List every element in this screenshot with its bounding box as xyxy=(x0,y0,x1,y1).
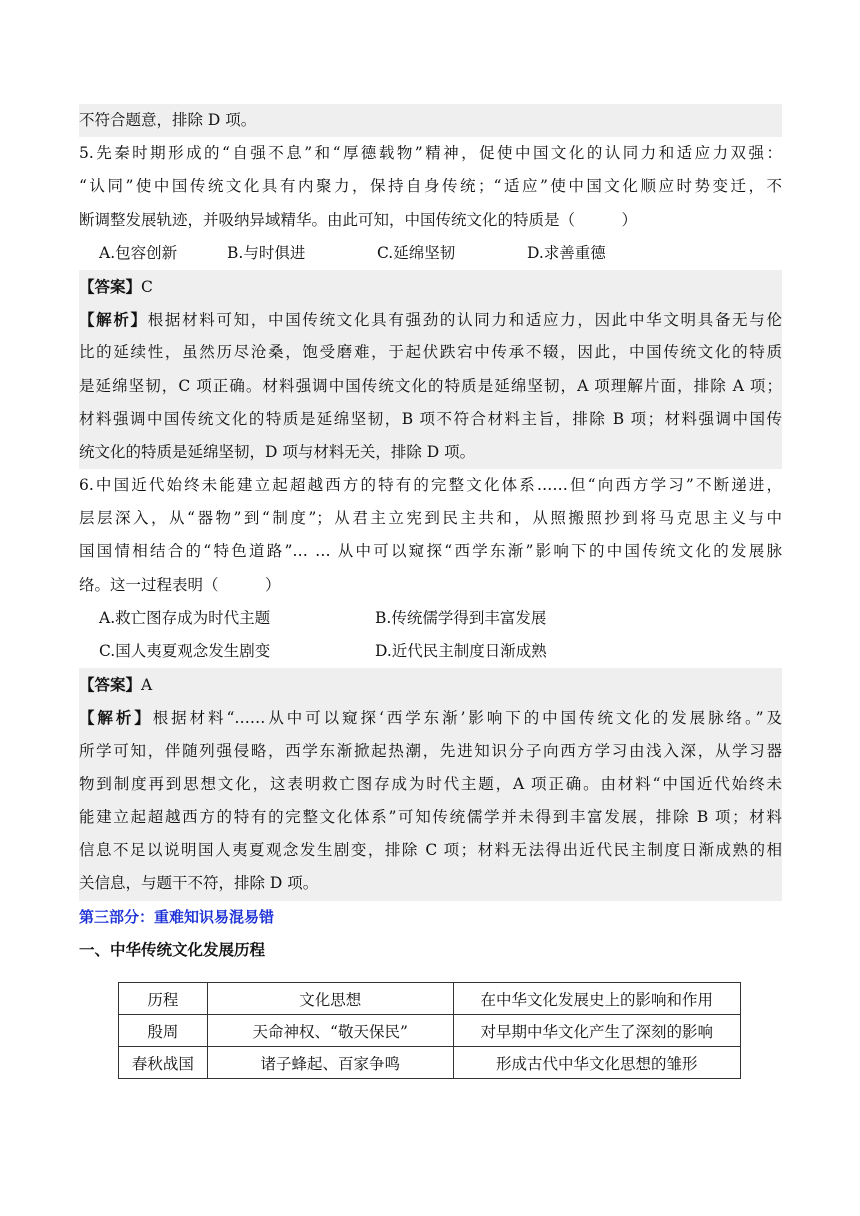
culture-history-table xyxy=(118,982,741,1079)
q5-analysis-line-3: 是延绵坚韧，C 项正确。材料强调中国传统文化的特质是延绵坚韧，A 项理解片面，排除 A 项； xyxy=(79,376,782,395)
q6-answer xyxy=(79,668,782,701)
table-header-cell: 文化思想 xyxy=(207,983,453,1015)
q6-analysis-line-3: 物到制度再到思想文化，这表明救亡图存成为时代主题，A 项正确。由材料“中国近代始终未 xyxy=(79,774,782,793)
table-cell: 对早期中华文化产生了深刻的影响 xyxy=(453,1015,740,1047)
q6-option-b: B.传统儒学得到丰富发展 xyxy=(375,608,547,627)
q5-option-d: D.求善重德 xyxy=(527,243,606,262)
table-cell: 春秋战国 xyxy=(119,1047,208,1079)
q6-options-row-2 xyxy=(79,635,782,668)
q6-option-d: D.近代民主制度日渐成熟 xyxy=(375,642,547,660)
q6-answer-value: A xyxy=(141,676,153,695)
table-header-cell: 历程 xyxy=(119,983,208,1015)
q6-option-c: C.国人夷夏观念发生剧变 xyxy=(99,642,271,660)
q5-stem-line-3: 断调整发展轨迹，并吸纳异域精华。由此可知，中国传统文化的特质是（ ） xyxy=(79,210,638,229)
q6-stem-line-2: 层层深入，从“器物”到“制度”；从君主立宪到民主共和，从照搬照抄到将马克思主义与中 xyxy=(79,509,782,528)
table-cell: 形成古代中华文化思想的雏形 xyxy=(453,1047,740,1079)
q6-analysis-line-4: 能建立起超越西方的特有的完整文化体系”可知传统儒学并未得到丰富发展，排除 B 项；材料 xyxy=(79,807,782,826)
q5-option-a: A.包容创新 xyxy=(99,243,178,262)
history-heading: 一、中华传统文化发展历程 xyxy=(79,940,266,959)
q5-stem-line-1: 5.先秦时期形成的“自强不息”和“厚德载物”精神，促使中国文化的认同力和适应力双强： xyxy=(79,144,782,163)
q6-option-a: A.救亡图存成为时代主题 xyxy=(99,608,271,627)
q6-stem-line-1: 6.中国近代始终未能建立起超越西方的特有的完整文化体系……但“向西方学习”不断递进， xyxy=(79,476,782,495)
table-cell: 殷周 xyxy=(119,1015,208,1047)
q6-answer-tag: 【答案】 xyxy=(79,675,142,695)
q5-analysis-line-2: 比的延续性，虽然历尽沧桑，饱受磨难，于起伏跌宕中传承不辍，因此，中国传统文化的特质 xyxy=(79,343,782,362)
q6-analysis-line-1 xyxy=(79,701,782,734)
q5-option-c: C.延绵坚韧 xyxy=(377,243,456,262)
q6-stem-line-3: 国国情相结合的“特色道路”… … 从中可以窥探“西学东渐”影响下的中国传统文化的发展脉 xyxy=(79,542,782,561)
q6-analysis xyxy=(79,701,782,900)
section-title: 第三部分：重难知识易混易错 xyxy=(79,907,275,926)
q6-options-row-1 xyxy=(79,602,782,635)
q5-option-b: B.与时俱进 xyxy=(227,243,306,262)
table-cell: 天命神权、“敬天保民” xyxy=(207,1015,453,1047)
table-row xyxy=(119,1047,741,1079)
table-header-cell: 在中华文化发展史上的影响和作用 xyxy=(453,983,740,1015)
q5-analysis-text-1: 根据材料可知，中国传统文化具有强劲的认同力和适应力，因此中华文明具备无与伦 xyxy=(147,311,782,330)
document-page xyxy=(79,104,782,967)
q6-analysis-line-5: 信息不足以说明国人夷夏观念发生剧变，排除 C 项；材料无法得出近代民主制度日渐成熟的相 xyxy=(79,841,782,860)
table-row xyxy=(119,1015,741,1047)
q6-stem-line-4: 络。这一过程表明（ ） xyxy=(79,575,281,594)
q6-analysis-tag: 【解析】 xyxy=(79,708,153,728)
q5-analysis-line-1 xyxy=(79,303,782,336)
q6-analysis-line-2: 所学可知，伴随列强侵略，西学东渐掀起热潮，先进知识分子向西方学习由浅入深，从学习器 xyxy=(79,741,782,760)
q5-answer-tag: 【答案】 xyxy=(79,276,142,296)
q5-stem-line-2: “认同”使中国传统文化具有内聚力，保持自身传统；“适应”使中国文化顺应时势变迁，不 xyxy=(79,177,782,196)
q6-analysis-line-6: 关信息，与题干不符，排除 D 项。 xyxy=(79,874,319,893)
prev-analysis-tail: 不符合题意，排除 D 项。 xyxy=(79,104,782,137)
q5-analysis-line-5: 统文化的特质是延绵坚韧，D 项与材料无关，排除 D 项。 xyxy=(79,442,476,461)
q5-analysis-line-4: 材料强调中国传统文化的特质是延绵坚韧，B 项不符合材料主旨，排除 B 项；材料强调中国传 xyxy=(79,409,782,428)
table-cell: 诸子蜂起、百家争鸣 xyxy=(207,1047,453,1079)
q5-options xyxy=(79,237,782,270)
q5-answer-value: C xyxy=(141,277,153,296)
q5-analysis xyxy=(79,303,782,469)
q5-analysis-tag: 【解析】 xyxy=(79,310,148,330)
table-header-row xyxy=(119,983,741,1015)
q6-analysis-text-1: 根据材料“……从中可以窥探‘西学东渐’影响下的中国传统文化的发展脉络。”及 xyxy=(152,709,782,728)
q5-answer xyxy=(79,270,782,303)
